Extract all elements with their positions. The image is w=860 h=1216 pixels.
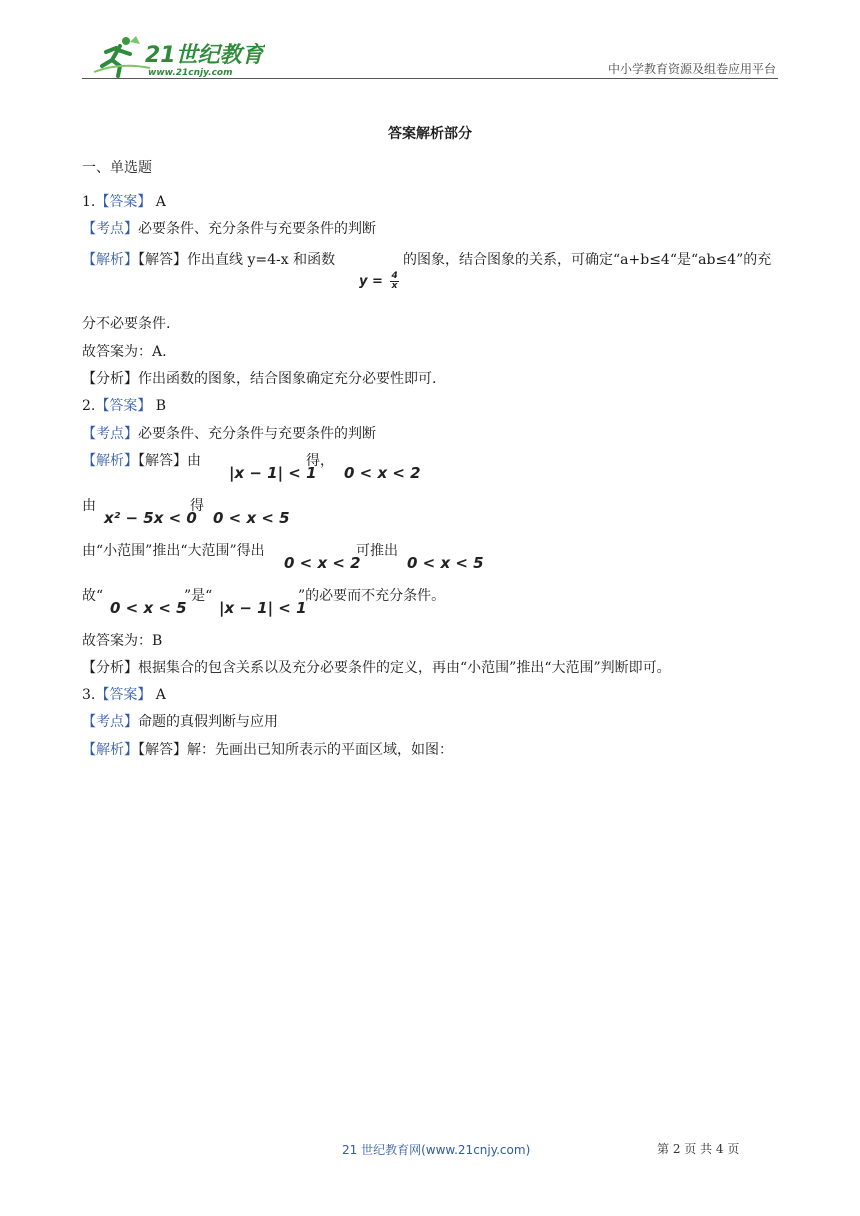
q2-analysis-a2: 得， — [306, 453, 334, 469]
q2-point-line — [82, 425, 376, 443]
q2-math-range2: 0 < x < 2 — [344, 464, 421, 482]
q1-analysis-line-a — [82, 251, 335, 269]
runner-icon — [94, 36, 150, 76]
q3-number: 3. — [82, 687, 96, 703]
q1-remark: 【分析】作出函数的图象，结合图象确定充分必要性即可. — [82, 371, 437, 387]
q2-analysis-a: 【解答】由 — [138, 453, 201, 469]
q2-analysis-line-a — [82, 452, 201, 470]
q2-analysis-tag: 【解析】 — [82, 453, 138, 469]
logo-text: 21世纪教育 — [145, 43, 264, 68]
q1-analysis-a: 【解答】作出直线 y=4-x 和函数 — [138, 252, 336, 268]
q3-point-line — [82, 713, 278, 731]
q2-number: 2. — [82, 398, 96, 414]
footer-page-number: 第 2 页 共 4 页 — [657, 1142, 740, 1156]
q1-analysis-c: 分不必要条件. — [82, 316, 171, 332]
q2-remark: 【分析】根据集合的包含关系以及充分必要条件的定义，再由“小范围”推出“大范围”判断即可。 — [82, 660, 671, 676]
q2-line4-b: ”是“ — [184, 588, 213, 604]
q3-answer: A — [151, 687, 166, 703]
q2-math-abs: |x − 1| < 1 — [229, 464, 317, 482]
q3-analysis-a: 【解答】解：先画出已知所表示的平面区域，如图： — [138, 742, 453, 758]
q2-line2-b: 得 — [190, 498, 204, 514]
q2-line4-a: 故“ — [82, 588, 104, 604]
q2-answer: B — [151, 398, 167, 414]
logo-url: www.21cnjy.com — [148, 68, 233, 78]
q2-math-range5-c: 0 < x < 5 — [110, 599, 187, 617]
q2-answer-tag: 【答案】 — [95, 398, 152, 414]
section-title: 答案解析部分 — [388, 126, 472, 142]
q1-analysis-b: 的图象，结合图象的关系，可确定“a+b≤4“是“ab≤4”的充 — [403, 252, 772, 268]
q3-analysis-tag: 【解析】 — [82, 742, 138, 758]
header-divider — [82, 78, 778, 79]
q1-answer-line — [82, 193, 166, 211]
site-logo — [90, 32, 265, 80]
header-platform-text: 中小学教育资源及组卷应用平台 — [607, 62, 776, 76]
q1-analysis-tag: 【解析】 — [82, 252, 138, 268]
q2-point-tag: 【考点】 — [82, 426, 138, 442]
footer-site-link[interactable]: 21 世纪教育网(www.21cnjy.com) — [342, 1143, 531, 1157]
q3-answer-tag: 【答案】 — [95, 687, 152, 703]
q2-answer-line — [82, 397, 166, 415]
q2-math-range5-b: 0 < x < 5 — [407, 554, 484, 572]
q3-analysis-line-a — [82, 741, 453, 759]
q1-point-line — [82, 220, 376, 238]
q2-math-range2-b: 0 < x < 2 — [284, 554, 361, 572]
q2-math-abs-b: |x − 1| < 1 — [219, 599, 307, 617]
q3-point-tag: 【考点】 — [82, 714, 138, 730]
q3-answer-line — [82, 686, 166, 704]
q2-line3-a: 由“小范围”推出“大范围”得出 — [82, 543, 265, 559]
q1-conclusion: 故答案为：A. — [82, 344, 167, 360]
q2-math-range5: 0 < x < 5 — [213, 509, 290, 527]
q1-math-formula: y = $\frac{4}{x}$ — [359, 271, 398, 291]
q1-number: 1. — [82, 194, 96, 210]
q1-answer: A — [151, 194, 166, 210]
q2-line2-a: 由 — [82, 498, 96, 514]
q1-answer-tag: 【答案】 — [95, 194, 152, 210]
part-title: 一、单选题 — [82, 160, 152, 176]
q3-point: 命题的真假判断与应用 — [138, 714, 278, 730]
q2-line3-b: 可推出 — [356, 543, 398, 559]
q2-point: 必要条件、充分条件与充要条件的判断 — [138, 426, 376, 442]
q1-point: 必要条件、充分条件与充要条件的判断 — [138, 221, 376, 237]
q2-math-quad: x² − 5x < 0 — [104, 509, 197, 527]
q2-conclusion: 故答案为：B — [82, 633, 163, 649]
q1-point-tag: 【考点】 — [82, 221, 138, 237]
q2-line4-c: ”的必要而不充分条件。 — [298, 588, 446, 604]
